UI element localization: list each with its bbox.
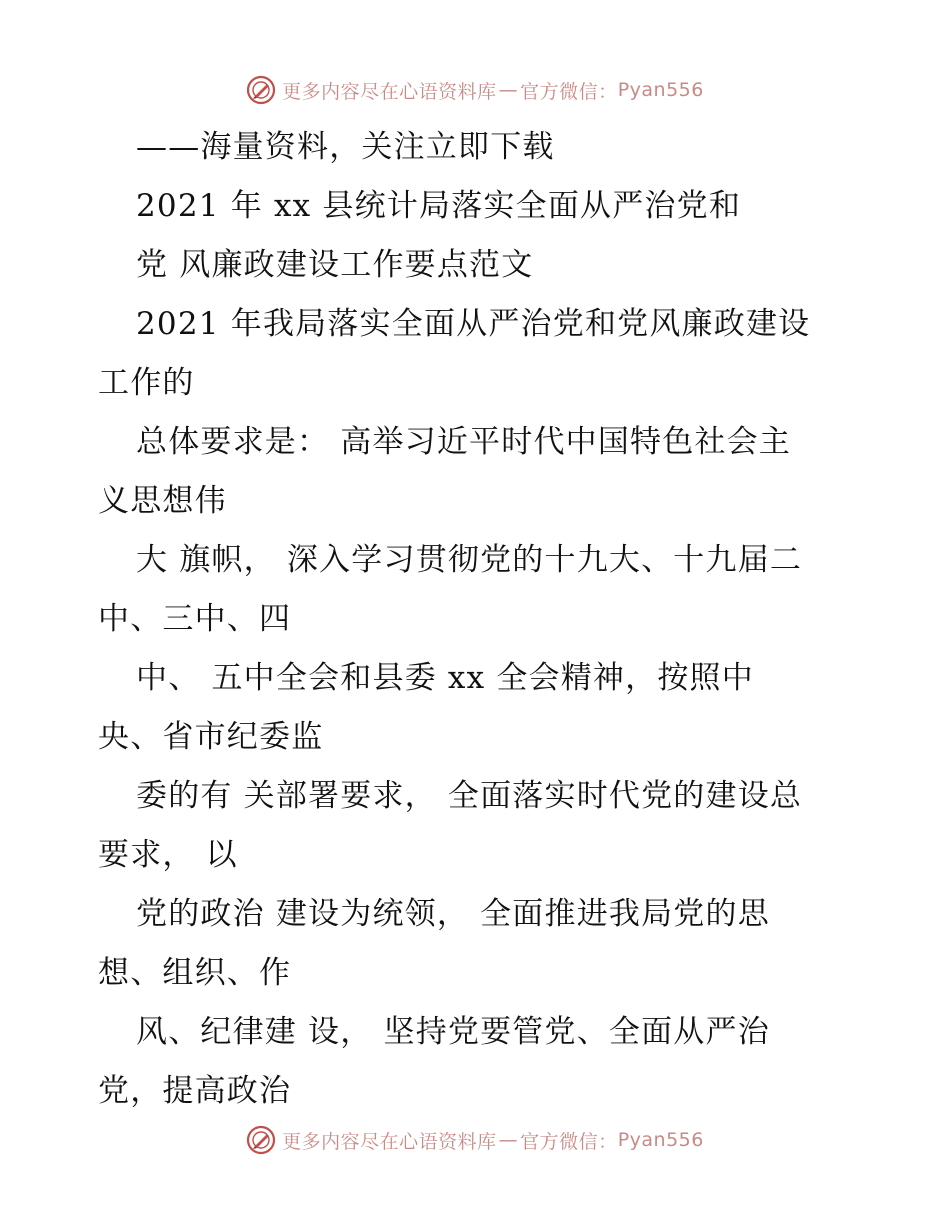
header-watermark [0, 70, 950, 110]
document-line: 想、组织、作 [98, 955, 292, 991]
watermark-text: 更多内容尽在心语资料库 [282, 80, 497, 103]
document-body [98, 118, 858, 1121]
document-line: 风、纪律建 设， 坚持党要管党、全面从严治 [136, 1014, 770, 1050]
pen-logo-icon [246, 1125, 276, 1155]
document-line: 中、 五中全会和县委 xx 全会精神，按照中 [136, 660, 754, 696]
watermark-separator: — [498, 79, 519, 101]
document-title-line: 党 风廉政建设工作要点范文 [136, 247, 534, 283]
watermark-account-id: Pyan556 [617, 79, 704, 101]
document-line: 党，提高政治 [98, 1073, 292, 1109]
document-line: 义思想伟 [98, 483, 227, 519]
watermark-account-label: 官方微信： [520, 80, 618, 103]
watermark-account-label: 官方微信： [520, 1130, 618, 1153]
document-line: 委的有 关部署要求， 全面落实时代党的建设总 [136, 778, 803, 814]
watermark-account-id: Pyan556 [617, 1129, 704, 1151]
watermark-separator: — [498, 1129, 519, 1151]
document-line: 总体要求是： 高举习近平时代中国特色社会主 [136, 424, 792, 460]
document-line: 中、三中、四 [98, 601, 292, 637]
document-line: 工作的 [98, 365, 195, 401]
document-line: 要求， 以 [98, 837, 238, 873]
footer-watermark [0, 1120, 950, 1160]
document-line: 大 旗帜， 深入学习贯彻党的十九大、十九届二 [136, 542, 803, 578]
document-line: 央、省市纪委监 [98, 719, 324, 755]
document-title-line: 2021 年 xx 县统计局落实全面从严治党和 [136, 188, 742, 224]
document-line: ——海量资料，关注立即下载 [136, 129, 555, 165]
pen-logo-icon [246, 75, 276, 105]
document-line: 2021 年我局落实全面从严治党和党风廉政建设 [136, 306, 811, 342]
watermark-text: 更多内容尽在心语资料库 [282, 1130, 497, 1153]
document-line: 党的政治 建设为统领， 全面推进我局党的思 [136, 896, 770, 932]
